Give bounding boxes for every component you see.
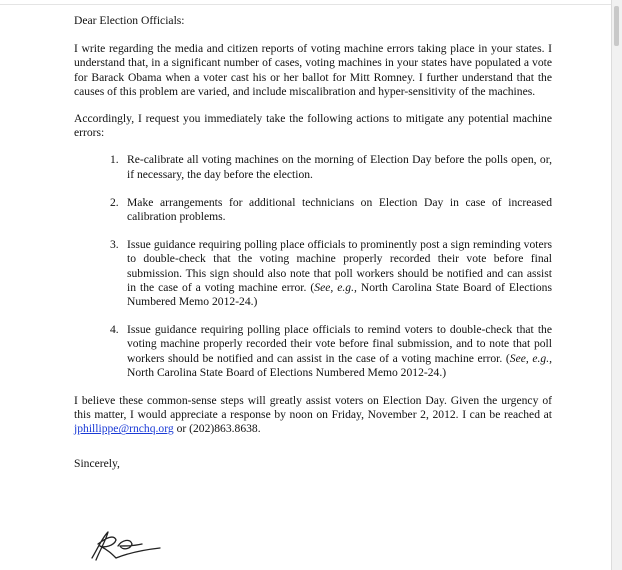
- paragraph-closing: [74, 394, 552, 437]
- citation-text: North Carolina State Board of Elections Numbered Memo 2012-24.): [127, 365, 447, 379]
- list-item: [110, 238, 552, 309]
- phone-text: or (202)863.8638.: [173, 422, 261, 436]
- page-top-edge: [0, 0, 612, 5]
- paragraph-request: Accordingly, I request you immediately take the following actions to mitigate any potential machine errors:: [74, 112, 552, 140]
- list-item-text: Make arrangements for additional technicians on Election Day in case of increased calibration problems.: [127, 195, 552, 224]
- closing-text: I believe these common-sense steps will greatly assist voters on Election Day. Given the urgency of this matter, I would appreciate a response by noon on Friday, November 2, 2012. I can be reached at: [74, 394, 552, 422]
- vertical-scrollbar[interactable]: [611, 0, 622, 570]
- list-item-number: 1.: [110, 153, 119, 167]
- list-item: [110, 195, 552, 224]
- scrollbar-thumb[interactable]: [614, 6, 619, 46]
- citation-signal: See, e.g.,: [509, 351, 552, 365]
- email-link[interactable]: jphillippe@rnchq.org: [74, 422, 174, 436]
- signature-image: [86, 524, 166, 564]
- salutation: Dear Election Officials:: [74, 14, 185, 27]
- list-item-text: Re-calibrate all voting machines on the morning of Election Day before the polls open, or, if necessary, the day before the election.: [127, 153, 552, 181]
- list-item: [110, 153, 552, 181]
- list-item-number: 4.: [110, 323, 119, 337]
- list-item-number: 2.: [110, 195, 119, 209]
- list-item: [110, 323, 552, 380]
- list-item-text: Issue guidance requiring polling place officials to prominently post a sign reminding voters to double-check that the voting machine properly recorded their vote before final submission. This sign should also note that poll workers should be notified and can assist in the case of a voting machine error. (: [127, 238, 552, 294]
- letter-body: [74, 14, 552, 471]
- citation-signal: See, e.g.,: [314, 280, 357, 294]
- sign-off: Sincerely,: [74, 456, 120, 470]
- paragraph-intro: I write regarding the media and citizen reports of voting machine errors taking place in your states. I understand that, in a significant number of cases, voting machines in your states have populated a vote for Barack Obama when a voter cast his or her ballot for Mitt Romney. I further understand that the causes of this problem are varied, and include miscalibration and hyper-sensitivity of the machines.: [74, 42, 552, 98]
- list-item-text: Issue guidance requiring polling place officials to remind voters to double-check that the voting machine properly recorded their vote before final submission, and to note that poll workers should be notified and can assist in the case of a voting machine error. (: [127, 323, 552, 365]
- action-list: [74, 153, 552, 380]
- citation-text: North Carolina State Board of Elections Numbered Memo 2012-24.): [127, 280, 552, 309]
- list-item-number: 3.: [110, 238, 119, 252]
